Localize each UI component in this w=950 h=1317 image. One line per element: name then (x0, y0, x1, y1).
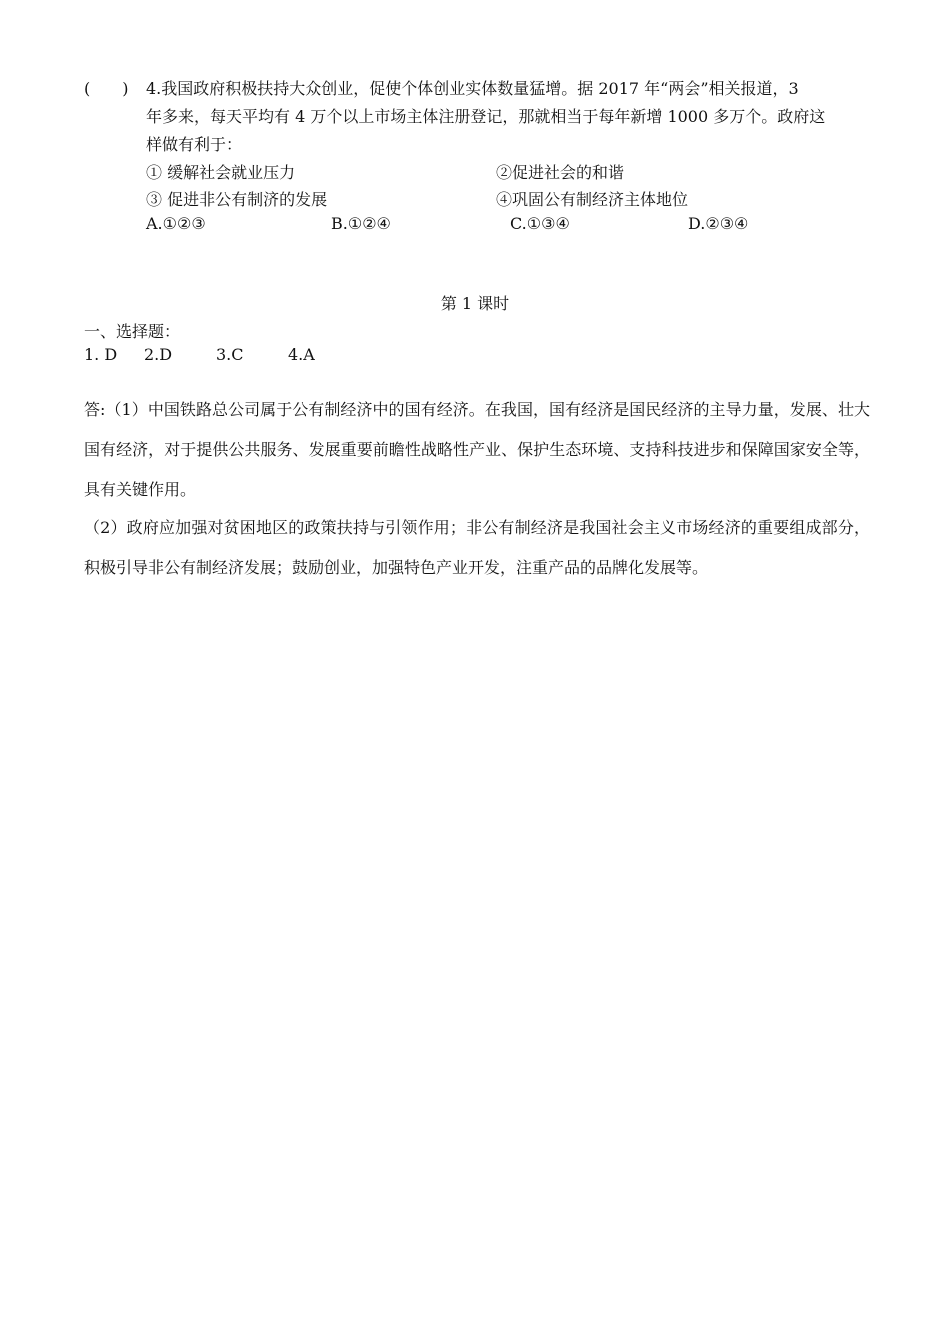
section-heading: 一、选择题： (84, 322, 181, 341)
choice-b: B.①②④ (331, 214, 391, 233)
choice-c: C.①③④ (510, 214, 570, 233)
explanation-paragraph-1: 答:（1）中国铁路总公司属于公有制经济中的国有经济。在我国，国有经济是国民经济的主导力量，发展、壮大国有经济，对于提供公共服务、发展重要前瞻性战略性产业、保护生态环境、支持科技进步和保障国家安全等，具有关键作用。 (84, 400, 870, 499)
question-text-line-2: 年多来，每天平均有 4 万个以上市场主体注册登记，那就相当于每年新增 1000 多万个。政府这 (146, 107, 826, 126)
explanation-paragraph-2: （2）政府应加强对贫困地区的政策扶持与引领作用；非公有制经济是我国社会主义市场经济的重要组成部分，积极引导非公有制经济发展；鼓励创业，加强特色产业开发，注重产品的品牌化发展等。 (84, 518, 870, 577)
choice-a: A.①②③ (146, 214, 206, 233)
question-text-line-3: 样做有利于： (146, 135, 243, 154)
question-text-line-1: 4.我国政府积极扶持大众创业，促使个体创业实体数量猛增。据 2017 年“两会”相关报道，3 (146, 79, 799, 98)
answer-2: 2.D (144, 345, 173, 364)
option-2: ②促进社会的和谐 (496, 163, 625, 182)
option-3: ③ 促进非公有制济的发展 (146, 190, 328, 209)
lesson-title: 第 1 课时 (440, 294, 510, 313)
answer-3: 3.C (216, 345, 244, 364)
answer-4: 4.A (288, 345, 315, 364)
option-4: ④巩固公有制经济主体地位 (496, 190, 689, 209)
question-answer-blank: ( ) (84, 79, 129, 98)
option-1: ① 缓解社会就业压力 (146, 163, 296, 182)
choice-d: D.②③④ (688, 214, 749, 233)
answer-1: 1. D (84, 345, 118, 364)
